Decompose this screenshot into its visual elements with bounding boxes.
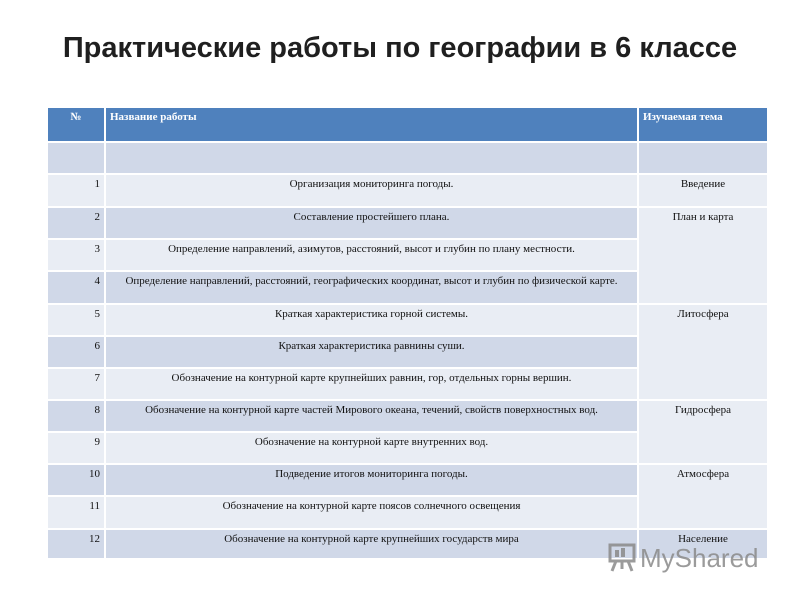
table-row (48, 464, 768, 496)
work-name: Подведение итогов мониторинга погоды. (105, 464, 638, 496)
topic-cell: Гидросфера (638, 400, 768, 464)
table-row (48, 174, 768, 207)
row-number: 4 (48, 271, 105, 304)
row-number: 9 (48, 432, 105, 464)
watermark (608, 538, 768, 578)
table-header-row (48, 108, 768, 142)
presentation-board-icon (608, 539, 636, 578)
work-name: Краткая характеристика горной системы. (105, 304, 638, 336)
row-number: 11 (48, 496, 105, 529)
row-number: 3 (48, 239, 105, 271)
empty-cell (105, 142, 638, 174)
topic-cell: Введение (638, 174, 768, 207)
work-name: Организация мониторинга погоды. (105, 174, 638, 207)
work-name: Определение направлений, расстояний, географических координат, высот и глубин по физической карте. (105, 271, 638, 304)
table-row (48, 304, 768, 336)
topic-cell: Литосфера (638, 304, 768, 400)
page-title: Практические работы по географии в 6 классе (62, 32, 738, 64)
work-name: Обозначение на контурной карте крупнейших равнин, гор, отдельных горны вершин. (105, 368, 638, 400)
row-number: 8 (48, 400, 105, 432)
row-number: 7 (48, 368, 105, 400)
table-row-empty (48, 142, 768, 174)
empty-cell (638, 142, 768, 174)
column-header-topic: Изучаемая тема (638, 108, 768, 142)
work-name: Обозначение на контурной карте крупнейших государств мира (105, 529, 638, 559)
row-number: 2 (48, 207, 105, 239)
topic-cell: Атмосфера (638, 464, 768, 529)
row-number: 12 (48, 529, 105, 559)
row-number: 1 (48, 174, 105, 207)
table-row (48, 400, 768, 432)
column-header-name: Название работы (105, 108, 638, 142)
practical-works-table (48, 108, 769, 560)
table-row (48, 207, 768, 239)
row-number: 6 (48, 336, 105, 368)
row-number: 10 (48, 464, 105, 496)
topic-cell: План и карта (638, 207, 768, 304)
work-name: Краткая характеристика равнины суши. (105, 336, 638, 368)
watermark-text: MyShared (640, 542, 759, 573)
row-number: 5 (48, 304, 105, 336)
work-name: Обозначение на контурной карте частей Мирового океана, течений, свойств поверхностных вод. (105, 400, 638, 432)
topic-cell: Население (638, 529, 768, 559)
work-name: Определение направлений, азимутов, расстояний, высот и глубин по плану местности. (105, 239, 638, 271)
column-header-number: № (48, 108, 105, 142)
work-name: Обозначение на контурной карте внутренних вод. (105, 432, 638, 464)
work-name: Обозначение на контурной карте поясов солнечного освещения (105, 496, 638, 529)
work-name: Составление простейшего плана. (105, 207, 638, 239)
empty-cell (48, 142, 105, 174)
